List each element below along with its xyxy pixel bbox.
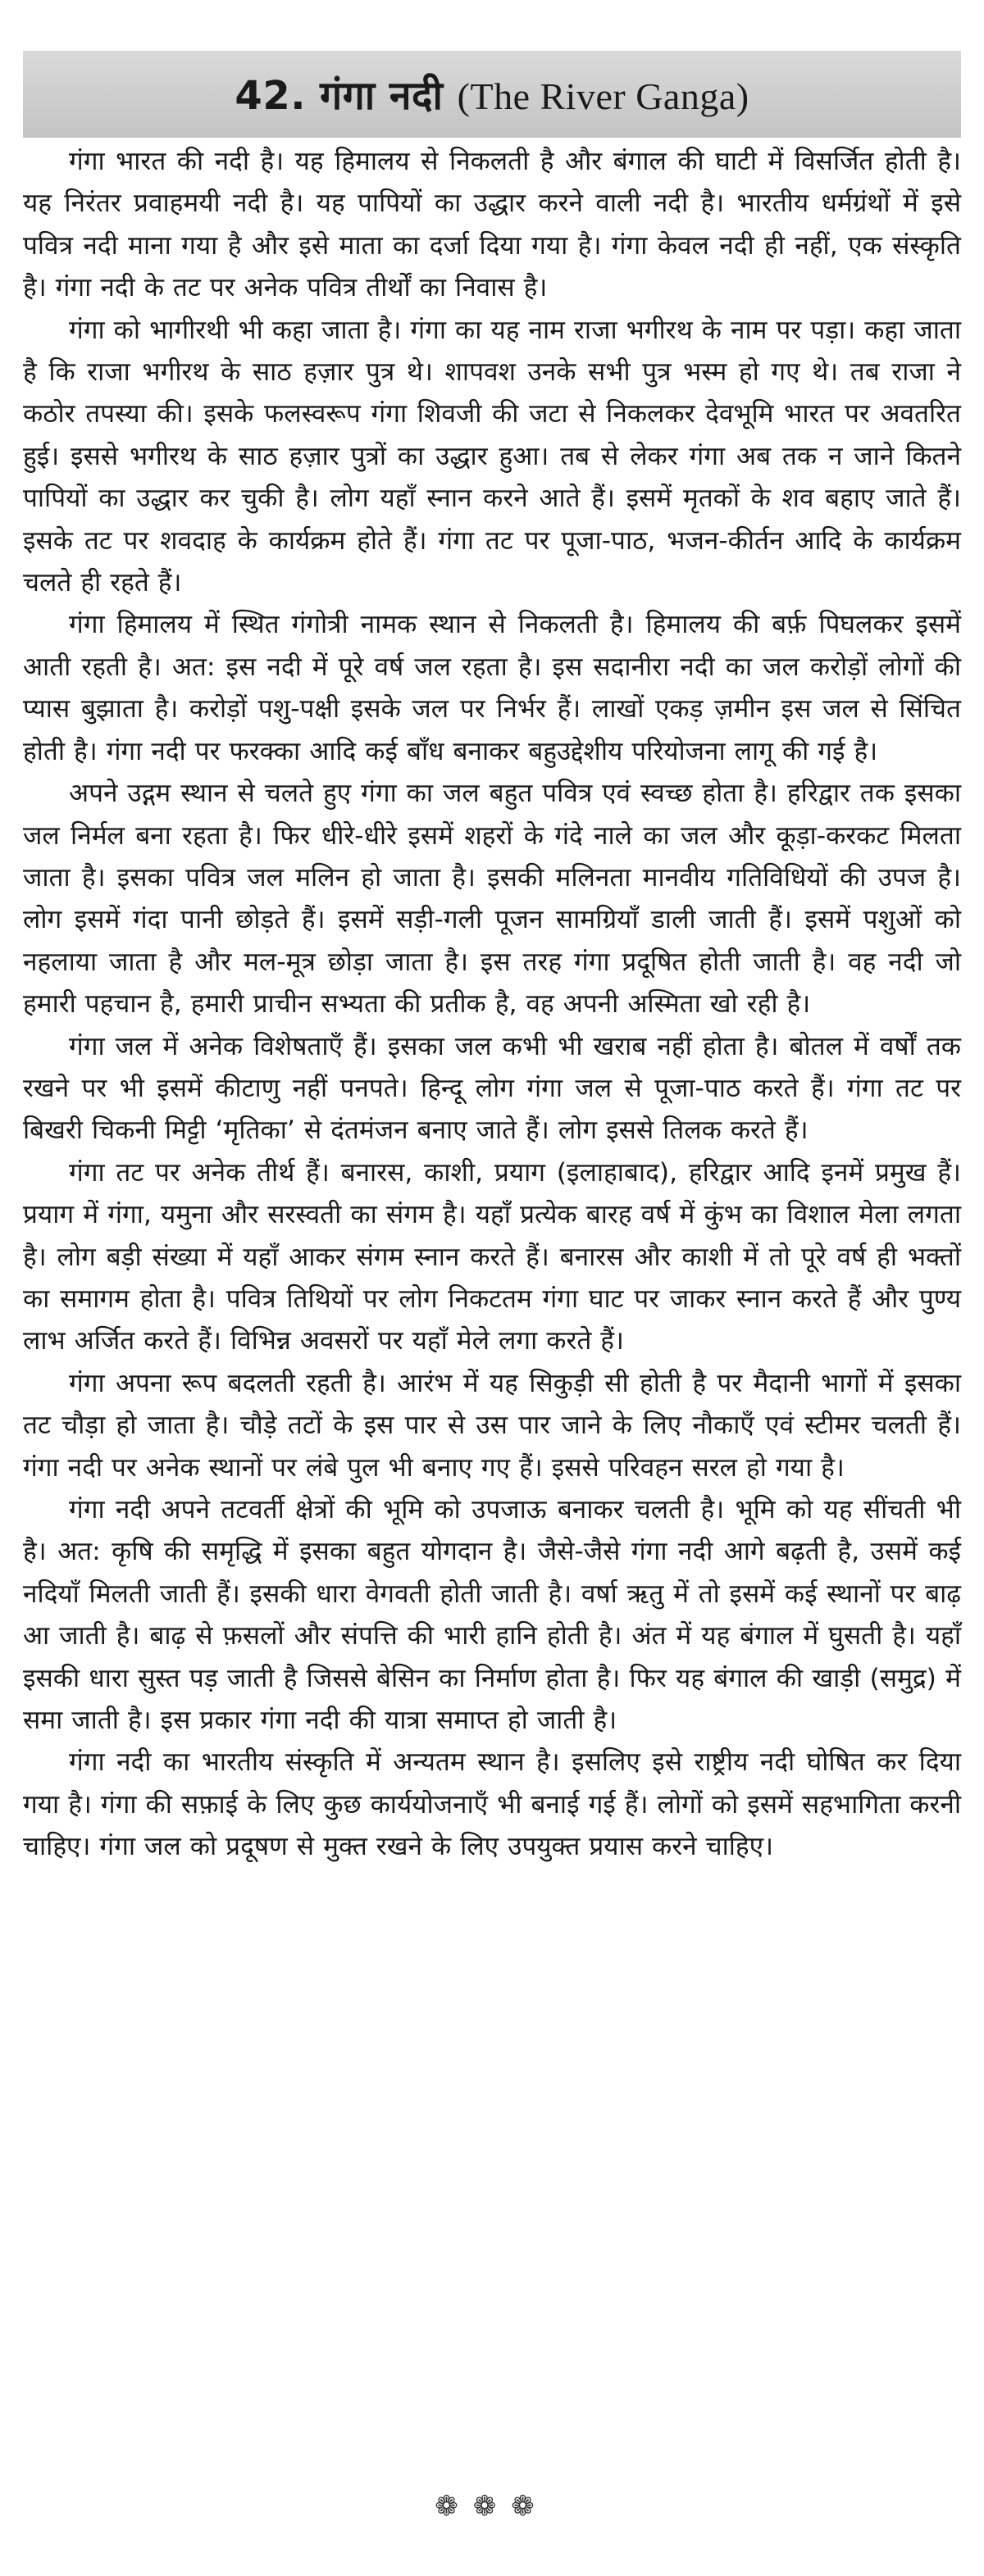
title-bar bbox=[23, 51, 961, 138]
paragraph-2: गंगा को भागीरथी भी कहा जाता है। गंगा का यह नाम राजा भगीरथ के नाम पर पड़ा। कहा जाता है कि राजा भगीरथ के साठ हज़ार पुत्र थे। शापवश उनके सभी पुत्र भस्म हो गए थे। तब राजा ने कठोर तपस्या की। इसके फलस्वरूप गंगा शिवजी की जटा से निकलकर देवभूमि भारत पर अवतरित हुई। इससे भगीरथ के साठ हज़ार पुत्रों का उद्धार हुआ। तब से लेकर गंगा अब तक न जाने कितने पापियों का उद्धार कर चुकी है। लोग यहाँ स्नान करने आते हैं। इसमें मृतकों के शव बहाए जाते हैं। इसके तट पर शवदाह के कार्यक्रम होते हैं। गंगा तट पर पूजा-पाठ, भजन-कीर्तन आदि के कार्यक्रम चलते ही रहते हैं। bbox=[23, 315, 961, 598]
essay-body bbox=[23, 141, 961, 1869]
paragraph-8: गंगा नदी अपने तटवर्ती क्षेत्रों की भूमि को उपजाऊ बनाकर चलती है। भूमि को यह सींचती भी है। अत: कृषि की समृद्धि में इसका बहुत योगदान है। जैसे-जैसे गंगा नदी आगे बढ़ती है, उसमें कई नदियाँ मिलती जाती हैं। इसकी धारा वेगवती होती जाती है। वर्षा ऋतु में तो इसमें कई स्थानों पर बाढ़ आ जाती है। बाढ़ से फ़सलों और संपत्ति की भारी हानि होती है। अंत में यह बंगाल में घुसती है। यहाँ इसकी धारा सुस्त पड़ जाती है जिससे बेसिन का निर्माण होता है। फिर यह बंगाल की खाड़ी (समुद्र) में समा जाती है। इस प्रकार गंगा नदी की यात्रा समाप्त हो जाती है। bbox=[23, 1495, 961, 1736]
paragraph-7: गंगा अपना रूप बदलती रहती है। आरंभ में यह सिकुड़ी सी होती है पर मैदानी भागों में इसका तट चौड़ा हो जाता है। चौड़े तटों के इस पार से उस पार जाने के लिए नौकाएँ एवं स्टीमर चलती हैं। गंगा नदी पर अनेक स्थानों पर लंबे पुल भी बनाए गए हैं। इससे परिवहन सरल हो गया है। bbox=[23, 1368, 961, 1483]
title-english: (The River Ganga) bbox=[457, 75, 749, 117]
paragraph-4: अपने उद्गम स्थान से चलते हुए गंगा का जल बहुत पवित्र एवं स्वच्छ होता है। हरिद्वार तक इसका जल निर्मल बना रहता है। फिर धीरे-धीरे इसमें शहरों के गंदे नाले का जल और कूड़ा-करकट मिलता जाता है। इसका पवित्र जल मलिन हो जाता है। इसकी मलिनता मानवीय गतिविधियों की उपज है। लोग इसमें गंदा पानी छोड़ते हैं। इसमें सड़ी-गली पूजन सामग्रियाँ डाली जाती हैं। इसमें पशुओं को नहलाया जाता है और मल-मूत्र छोड़ा जाता है। इस तरह गंगा प्रदूषित होती जाती है। वह नदी जो हमारी पहचान है, हमारी प्राचीन सभ्यता की प्रतीक है, वह अपनी अस्मिता खो रही है। bbox=[23, 779, 961, 1020]
paragraph-1: गंगा भारत की नदी है। यह हिमालय से निकलती है और बंगाल की घाटी में विसर्जित होती है। यह निरंतर प्रवाहमयी नदी है। यह पापियों का उद्धार करने वाली नदी है। भारतीय धर्मग्रंथों में इसे पवित्र नदी माना गया है और इसे माता का दर्जा दिया गया है। गंगा केवल नदी ही नहीं, एक संस्कृति है। गंगा नदी के तट पर अनेक पवित्र तीर्थों का निवास है। bbox=[23, 147, 961, 303]
paragraph-6: गंगा तट पर अनेक तीर्थ हैं। बनारस, काशी, प्रयाग (इलाहाबाद), हरिद्वार आदि इनमें प्रमुख हैं। प्रयाग में गंगा, यमुना और सरस्वती का संगम है। यहाँ प्रत्येक बारह वर्ष में कुंभ का विशाल मेला लगता है। लोग बड़ी संख्या में यहाँ आकर संगम स्नान करते हैं। बनारस और काशी में तो पूरे वर्ष ही भक्तों का समागम होता है। पवित्र तिथियों पर लोग निकटतम गंगा घाट पर जाकर स्नान करते हैं और पुण्य लाभ अर्जित करते हैं। विभिन्न अवसरों पर यहाँ मेले लगा करते हैं। bbox=[23, 1157, 961, 1356]
flower-ornament-icon: ❁❁❁ bbox=[435, 2490, 549, 2523]
title-hindi: गंगा नदी bbox=[320, 72, 444, 119]
page-title bbox=[235, 68, 749, 121]
paragraph-5: गंगा जल में अनेक विशेषताएँ हैं। इसका जल कभी भी खराब नहीं होता है। बोतल में वर्षों तक रखने पर भी इसमें कीटाणु नहीं पनपते। हिन्दू लोग गंगा जल से पूजा-पाठ करते हैं। गंगा तट पर बिखरी चिकनी मिट्टी ‘मृतिका’ से दंतमंजन बनाए जाते हैं। लोग इससे तिलक करते हैं। bbox=[23, 1031, 961, 1146]
essay-number: 42. bbox=[235, 72, 306, 119]
paragraph-9: गंगा नदी का भारतीय संस्कृति में अन्यतम स्थान है। इसलिए इसे राष्ट्रीय नदी घोषित कर दिया गया है। गंगा की सफ़ाई के लिए कुछ कार्ययोजनाएँ भी बनाई गई हैं। लोगों को इसमें सहभागिता करनी चाहिए। गंगा जल को प्रदूषण से मुक्त रखने के लिए उपयुक्त प्रयास करने चाहिए। bbox=[23, 1747, 961, 1862]
paragraph-3: गंगा हिमालय में स्थित गंगोत्री नामक स्थान से निकलती है। हिमालय की बर्फ़ पिघलकर इसमें आती रहती है। अत: इस नदी में पूरे वर्ष जल रहता है। इस सदानीरा नदी का जल करोड़ों लोगों की प्यास बुझाता है। करोड़ों पशु-पक्षी इसके जल पर निर्भर हैं। लाखों एकड़ ज़मीन इस जल से सिंचित होती है। गंगा नदी पर फरक्का आदि कई बाँध बनाकर बहुउद्देशीय परियोजना लागू की गई है। bbox=[23, 610, 961, 766]
